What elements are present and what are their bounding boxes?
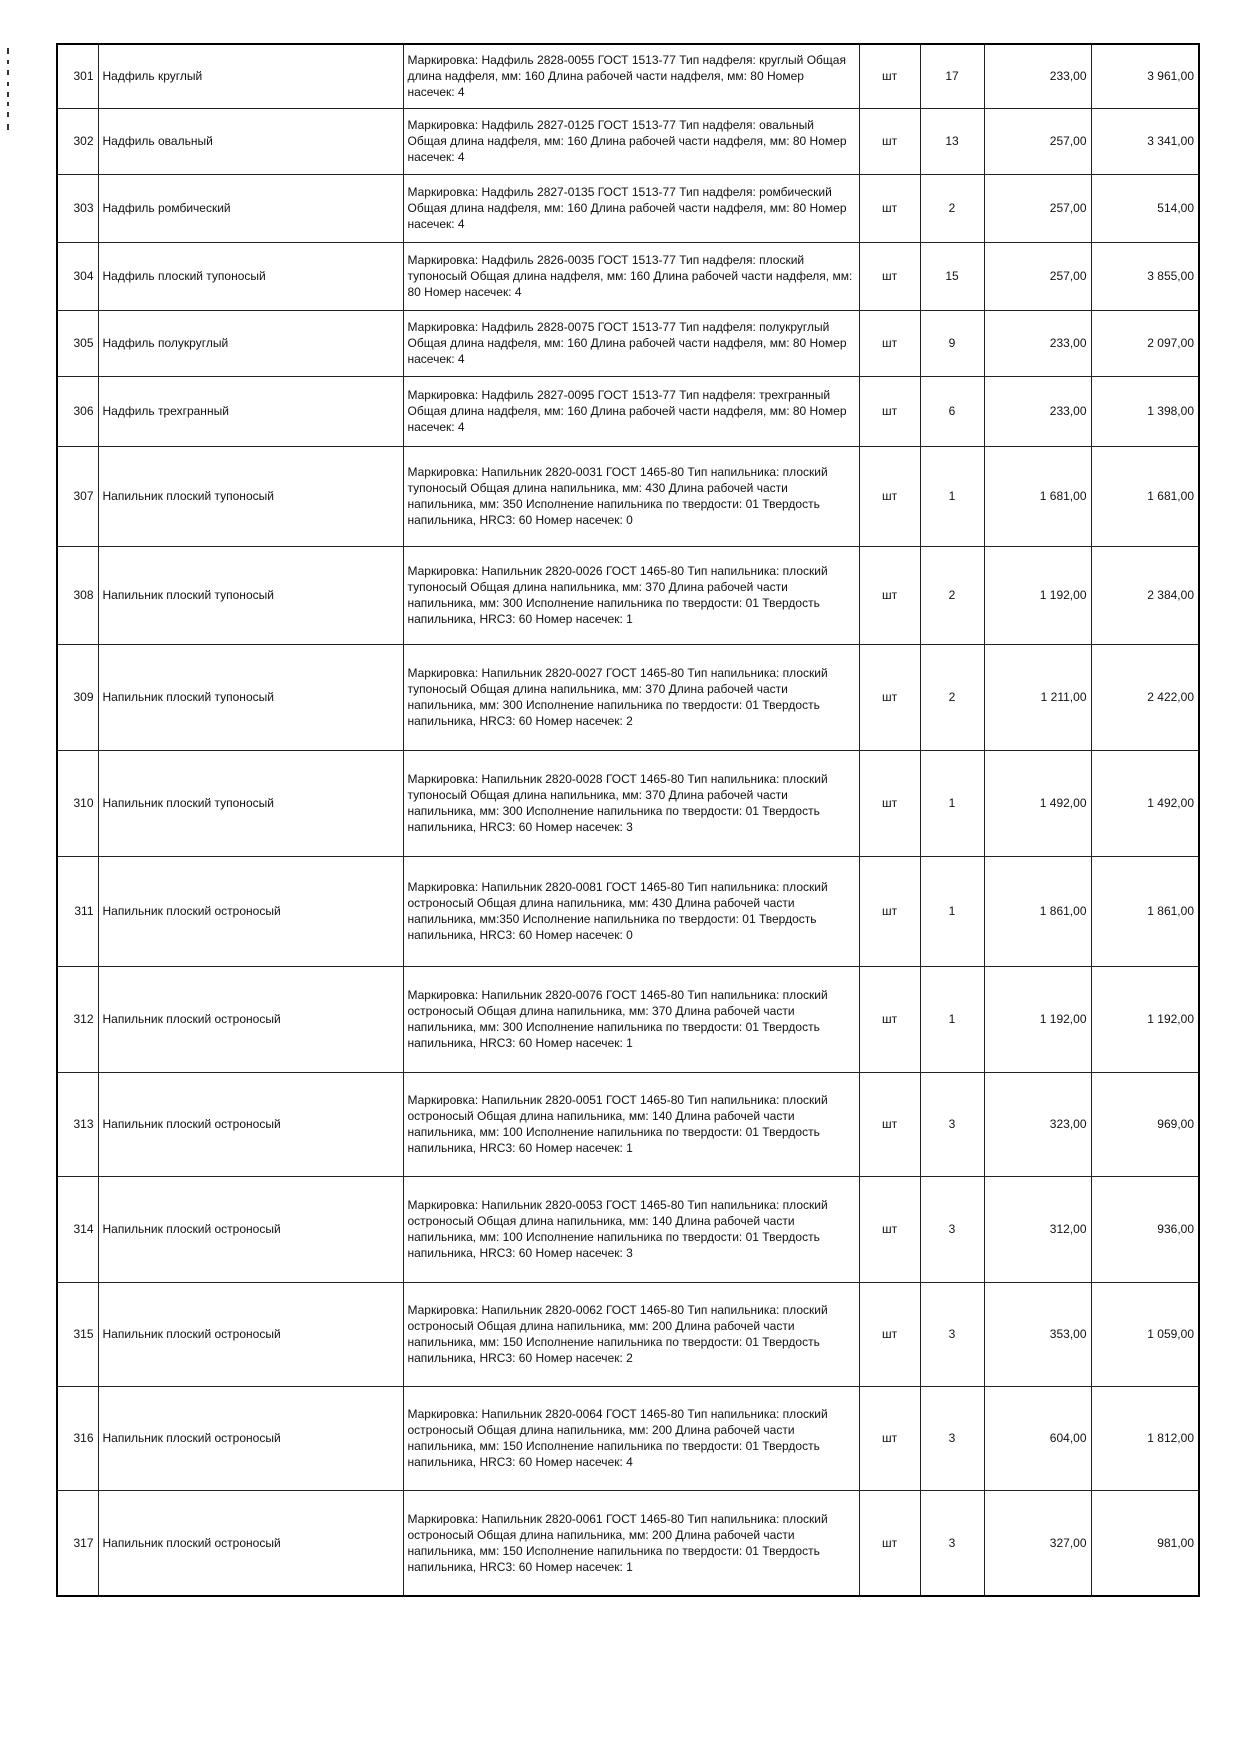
item-price: 323,00	[984, 1072, 1091, 1176]
row-number: 302	[57, 108, 98, 174]
item-name: Напильник плоский тупоносый	[98, 546, 403, 644]
row-number: 304	[57, 242, 98, 310]
item-description: Маркировка: Надфиль 2828-0055 ГОСТ 1513-77 Тип надфеля: круглый Общая длина надфеля, мм: 160 Длина рабочей части надфеля, мм: 80 Номер насечек: 4	[403, 44, 859, 108]
item-sum: 3 341,00	[1091, 108, 1199, 174]
items-sheet	[56, 43, 1198, 1597]
item-quantity: 1	[920, 966, 984, 1072]
row-number: 308	[57, 546, 98, 644]
item-sum: 936,00	[1091, 1176, 1199, 1282]
item-unit: шт	[859, 174, 920, 242]
table-row	[57, 174, 1199, 242]
table-row	[57, 1282, 1199, 1386]
table-row	[57, 750, 1199, 856]
table-row	[57, 310, 1199, 376]
item-sum: 1 812,00	[1091, 1386, 1199, 1490]
item-description: Маркировка: Надфиль 2826-0035 ГОСТ 1513-77 Тип надфеля: плоский тупоносый Общая длина надфеля, мм: 160 Длина рабочей части надфеля, мм: 80 Номер насечек: 4	[403, 242, 859, 310]
item-name: Напильник плоский остроносый	[98, 1282, 403, 1386]
scan-speck	[7, 124, 9, 130]
item-price: 1 211,00	[984, 644, 1091, 750]
item-name: Надфиль плоский тупоносый	[98, 242, 403, 310]
item-price: 1 492,00	[984, 750, 1091, 856]
scan-speck	[7, 112, 9, 117]
table-row	[57, 44, 1199, 108]
scan-speck	[7, 70, 9, 75]
item-price: 353,00	[984, 1282, 1091, 1386]
item-unit: шт	[859, 546, 920, 644]
item-unit: шт	[859, 108, 920, 174]
item-unit: шт	[859, 966, 920, 1072]
item-name: Напильник плоский остроносый	[98, 856, 403, 966]
item-quantity: 9	[920, 310, 984, 376]
row-number: 314	[57, 1176, 98, 1282]
item-price: 1 681,00	[984, 446, 1091, 546]
table-row	[57, 644, 1199, 750]
item-sum: 514,00	[1091, 174, 1199, 242]
item-quantity: 3	[920, 1072, 984, 1176]
item-quantity: 2	[920, 644, 984, 750]
table-row	[57, 1072, 1199, 1176]
item-unit: шт	[859, 376, 920, 446]
scan-speck	[7, 60, 9, 64]
item-quantity: 3	[920, 1490, 984, 1596]
item-description: Маркировка: Напильник 2820-0064 ГОСТ 1465-80 Тип напильника: плоский остроносый Общая длина напильника, мм: 200 Длина рабочей части напильника, мм: 150 Исполнение напильника по твердости: 01 Твердость напильника, HRC3: 60 Номер насечек: 4	[403, 1386, 859, 1490]
item-quantity: 3	[920, 1386, 984, 1490]
row-number: 316	[57, 1386, 98, 1490]
item-unit: шт	[859, 44, 920, 108]
scan-speck	[7, 48, 9, 54]
scan-speck	[7, 92, 9, 97]
item-sum: 969,00	[1091, 1072, 1199, 1176]
row-number: 306	[57, 376, 98, 446]
item-quantity: 2	[920, 174, 984, 242]
item-description: Маркировка: Напильник 2820-0028 ГОСТ 1465-80 Тип напильника: плоский тупоносый Общая длина напильника, мм: 370 Длина рабочей части напильника, мм: 300 Исполнение напильника по твердости: 01 Твердость напильника, HRC3: 60 Номер насечек: 3	[403, 750, 859, 856]
item-description: Маркировка: Напильник 2820-0061 ГОСТ 1465-80 Тип напильника: плоский остроносый Общая длина напильника, мм: 200 Длина рабочей части напильника, мм: 150 Исполнение напильника по твердости: 01 Твердость напильника, HRC3: 60 Номер насечек: 1	[403, 1490, 859, 1596]
item-price: 257,00	[984, 108, 1091, 174]
item-price: 1 192,00	[984, 546, 1091, 644]
item-price: 604,00	[984, 1386, 1091, 1490]
item-name: Надфиль трехгранный	[98, 376, 403, 446]
item-sum: 1 059,00	[1091, 1282, 1199, 1386]
item-description: Маркировка: Надфиль 2828-0075 ГОСТ 1513-77 Тип надфеля: полукруглый Общая длина надфеля, мм: 160 Длина рабочей части надфеля, мм: 80 Номер насечек: 4	[403, 310, 859, 376]
item-description: Маркировка: Надфиль 2827-0135 ГОСТ 1513-77 Тип надфеля: ромбический Общая длина надфеля, мм: 160 Длина рабочей части надфеля, мм: 80 Номер насечек: 4	[403, 174, 859, 242]
table-row	[57, 242, 1199, 310]
item-quantity: 2	[920, 546, 984, 644]
item-unit: шт	[859, 1072, 920, 1176]
item-description: Маркировка: Напильник 2820-0076 ГОСТ 1465-80 Тип напильника: плоский остроносый Общая длина напильника, мм: 370 Длина рабочей части напильника, мм: 300 Исполнение напильника по твердости: 01 Твердость напильника, HRC3: 60 Номер насечек: 1	[403, 966, 859, 1072]
item-description: Маркировка: Напильник 2820-0026 ГОСТ 1465-80 Тип напильника: плоский тупоносый Общая длина напильника, мм: 370 Длина рабочей части напильника, мм: 300 Исполнение напильника по твердости: 01 Твердость напильника, HRC3: 60 Номер насечек: 1	[403, 546, 859, 644]
item-name: Напильник плоский остроносый	[98, 1490, 403, 1596]
item-price: 233,00	[984, 376, 1091, 446]
item-quantity: 6	[920, 376, 984, 446]
item-sum: 3 855,00	[1091, 242, 1199, 310]
item-quantity: 1	[920, 446, 984, 546]
item-sum: 2 097,00	[1091, 310, 1199, 376]
item-name: Напильник плоский остроносый	[98, 1072, 403, 1176]
item-unit: шт	[859, 1176, 920, 1282]
item-quantity: 3	[920, 1176, 984, 1282]
item-unit: шт	[859, 446, 920, 546]
row-number: 311	[57, 856, 98, 966]
item-name: Напильник плоский тупоносый	[98, 750, 403, 856]
item-name: Надфиль круглый	[98, 44, 403, 108]
scan-speck	[7, 82, 9, 86]
item-unit: шт	[859, 750, 920, 856]
items-table-body	[57, 44, 1199, 1596]
item-description: Маркировка: Напильник 2820-0051 ГОСТ 1465-80 Тип напильника: плоский остроносый Общая длина напильника, мм: 140 Длина рабочей части напильника, мм: 100 Исполнение напильника по твердости: 01 Твердость напильника, HRC3: 60 Номер насечек: 1	[403, 1072, 859, 1176]
item-unit: шт	[859, 1282, 920, 1386]
item-sum: 1 861,00	[1091, 856, 1199, 966]
item-unit: шт	[859, 1386, 920, 1490]
row-number: 309	[57, 644, 98, 750]
table-row	[57, 108, 1199, 174]
item-description: Маркировка: Напильник 2820-0062 ГОСТ 1465-80 Тип напильника: плоский остроносый Общая длина напильника, мм: 200 Длина рабочей части напильника, мм: 150 Исполнение напильника по твердости: 01 Твердость напильника, HRC3: 60 Номер насечек: 2	[403, 1282, 859, 1386]
item-unit: шт	[859, 242, 920, 310]
table-row	[57, 546, 1199, 644]
item-sum: 2 422,00	[1091, 644, 1199, 750]
row-number: 313	[57, 1072, 98, 1176]
item-description: Маркировка: Надфиль 2827-0095 ГОСТ 1513-77 Тип надфеля: трехгранный Общая длина надфеля, мм: 160 Длина рабочей части надфеля, мм: 80 Номер насечек: 4	[403, 376, 859, 446]
item-description: Маркировка: Напильник 2820-0081 ГОСТ 1465-80 Тип напильника: плоский остроносый Общая длина напильника, мм: 430 Длина рабочей части напильника, мм:350 Исполнение напильника по твердости: 01 Твердость напильника, HRC3: 60 Номер насечек: 0	[403, 856, 859, 966]
item-description: Маркировка: Напильник 2820-0053 ГОСТ 1465-80 Тип напильника: плоский остроносый Общая длина напильника, мм: 140 Длина рабочей части напильника, мм: 100 Исполнение напильника по твердости: 01 Твердость напильника, HRC3: 60 Номер насечек: 3	[403, 1176, 859, 1282]
item-sum: 981,00	[1091, 1490, 1199, 1596]
item-unit: шт	[859, 1490, 920, 1596]
item-price: 257,00	[984, 174, 1091, 242]
item-unit: шт	[859, 310, 920, 376]
scan-speck	[7, 102, 9, 106]
table-row	[57, 446, 1199, 546]
row-number: 303	[57, 174, 98, 242]
item-name: Напильник плоский тупоносый	[98, 446, 403, 546]
item-name: Надфиль полукруглый	[98, 310, 403, 376]
table-row	[57, 1490, 1199, 1596]
item-sum: 2 384,00	[1091, 546, 1199, 644]
table-row	[57, 376, 1199, 446]
table-row	[57, 966, 1199, 1072]
item-unit: шт	[859, 856, 920, 966]
item-price: 327,00	[984, 1490, 1091, 1596]
item-price: 233,00	[984, 44, 1091, 108]
item-sum: 1 398,00	[1091, 376, 1199, 446]
row-number: 307	[57, 446, 98, 546]
item-quantity: 1	[920, 750, 984, 856]
item-name: Надфиль ромбический	[98, 174, 403, 242]
item-name: Напильник плоский остроносый	[98, 1386, 403, 1490]
item-quantity: 17	[920, 44, 984, 108]
item-quantity: 13	[920, 108, 984, 174]
row-number: 317	[57, 1490, 98, 1596]
item-name: Напильник плоский остроносый	[98, 966, 403, 1072]
item-name: Напильник плоский тупоносый	[98, 644, 403, 750]
item-description: Маркировка: Напильник 2820-0031 ГОСТ 1465-80 Тип напильника: плоский тупоносый Общая длина напильника, мм: 430 Длина рабочей части напильника, мм: 350 Исполнение напильника по твердости: 01 Твердость напильника, HRC3: 60 Номер насечек: 0	[403, 446, 859, 546]
row-number: 310	[57, 750, 98, 856]
table-row	[57, 1386, 1199, 1490]
row-number: 315	[57, 1282, 98, 1386]
item-name: Надфиль овальный	[98, 108, 403, 174]
row-number: 312	[57, 966, 98, 1072]
item-sum: 1 492,00	[1091, 750, 1199, 856]
row-number: 301	[57, 44, 98, 108]
item-quantity: 3	[920, 1282, 984, 1386]
item-name: Напильник плоский остроносый	[98, 1176, 403, 1282]
item-quantity: 1	[920, 856, 984, 966]
item-sum: 1 192,00	[1091, 966, 1199, 1072]
item-unit: шт	[859, 644, 920, 750]
row-number: 305	[57, 310, 98, 376]
item-price: 257,00	[984, 242, 1091, 310]
item-sum: 1 681,00	[1091, 446, 1199, 546]
item-description: Маркировка: Надфиль 2827-0125 ГОСТ 1513-77 Тип надфеля: овальный Общая длина надфеля, мм: 160 Длина рабочей части надфеля, мм: 80 Номер насечек: 4	[403, 108, 859, 174]
item-description: Маркировка: Напильник 2820-0027 ГОСТ 1465-80 Тип напильника: плоский тупоносый Общая длина напильника, мм: 370 Длина рабочей части напильника, мм: 300 Исполнение напильника по твердости: 01 Твердость напильника, HRC3: 60 Номер насечек: 2	[403, 644, 859, 750]
table-row	[57, 1176, 1199, 1282]
item-sum: 3 961,00	[1091, 44, 1199, 108]
item-price: 312,00	[984, 1176, 1091, 1282]
item-price: 233,00	[984, 310, 1091, 376]
item-price: 1 861,00	[984, 856, 1091, 966]
table-row	[57, 856, 1199, 966]
item-price: 1 192,00	[984, 966, 1091, 1072]
items-table	[56, 43, 1200, 1597]
item-quantity: 15	[920, 242, 984, 310]
